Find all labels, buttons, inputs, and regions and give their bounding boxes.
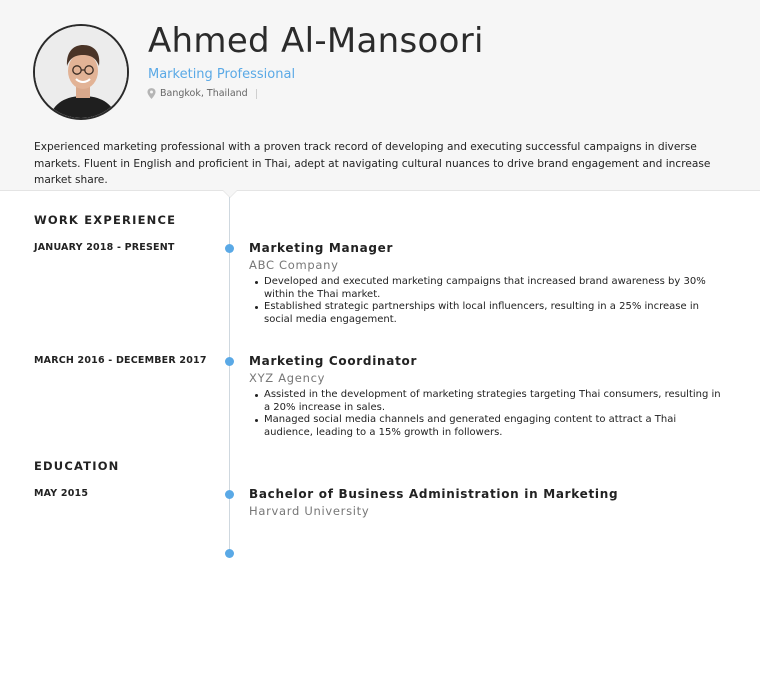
education-degree: Bachelor of Business Administration in Marketing bbox=[249, 487, 619, 501]
job-bullet: Established strategic partnerships with local influencers, resulting in a 25% increase in social media engagement. bbox=[264, 301, 724, 326]
timeline-dot bbox=[225, 357, 234, 366]
location-divider bbox=[256, 89, 257, 99]
job-bullet: Assisted in the development of marketing strategies targeting Thai consumers, resulting in a 20% increase in sales. bbox=[264, 389, 724, 414]
resume-header bbox=[0, 0, 760, 191]
education-date: MAY 2015 bbox=[34, 488, 89, 499]
profile-photo bbox=[33, 24, 129, 120]
timeline-dot bbox=[225, 244, 234, 253]
work-experience-heading: WORK EXPERIENCE bbox=[34, 213, 177, 227]
location-row bbox=[147, 88, 257, 99]
job-company: ABC Company bbox=[249, 258, 339, 272]
profile-summary: Experienced marketing professional with a proven track record of developing and executing successful campaigns in diverse markets. Fluent in English and proficient in Thai, adept at navigating cultural nuances to drive brand engagement and increase market share. bbox=[34, 141, 711, 186]
job-bullets bbox=[264, 389, 724, 439]
candidate-name: Ahmed Al-Mansoori bbox=[148, 21, 484, 61]
job-bullets bbox=[264, 276, 724, 326]
map-pin-icon bbox=[147, 88, 156, 99]
education-heading: EDUCATION bbox=[34, 459, 120, 473]
timeline-dot bbox=[225, 490, 234, 499]
location-text: Bangkok, Thailand bbox=[160, 88, 248, 99]
education-school: Harvard University bbox=[249, 504, 370, 518]
job-bullet: Developed and executed marketing campaigns that increased brand awareness by 30% within the Thai market. bbox=[264, 276, 724, 301]
header-notch bbox=[223, 190, 237, 197]
job-bullet: Managed social media channels and generated engaging content to attract a Thai audience, leading to a 15% growth in followers. bbox=[264, 414, 724, 439]
job-title: Marketing Coordinator bbox=[249, 354, 418, 368]
job-date: MARCH 2016 - DECEMBER 2017 bbox=[34, 355, 207, 366]
job-company: XYZ Agency bbox=[249, 371, 326, 385]
person-avatar-icon bbox=[35, 26, 129, 120]
candidate-role: Marketing Professional bbox=[148, 67, 296, 82]
timeline-end-dot bbox=[225, 549, 234, 558]
job-date: JANUARY 2018 - PRESENT bbox=[34, 242, 175, 253]
job-title: Marketing Manager bbox=[249, 241, 394, 255]
